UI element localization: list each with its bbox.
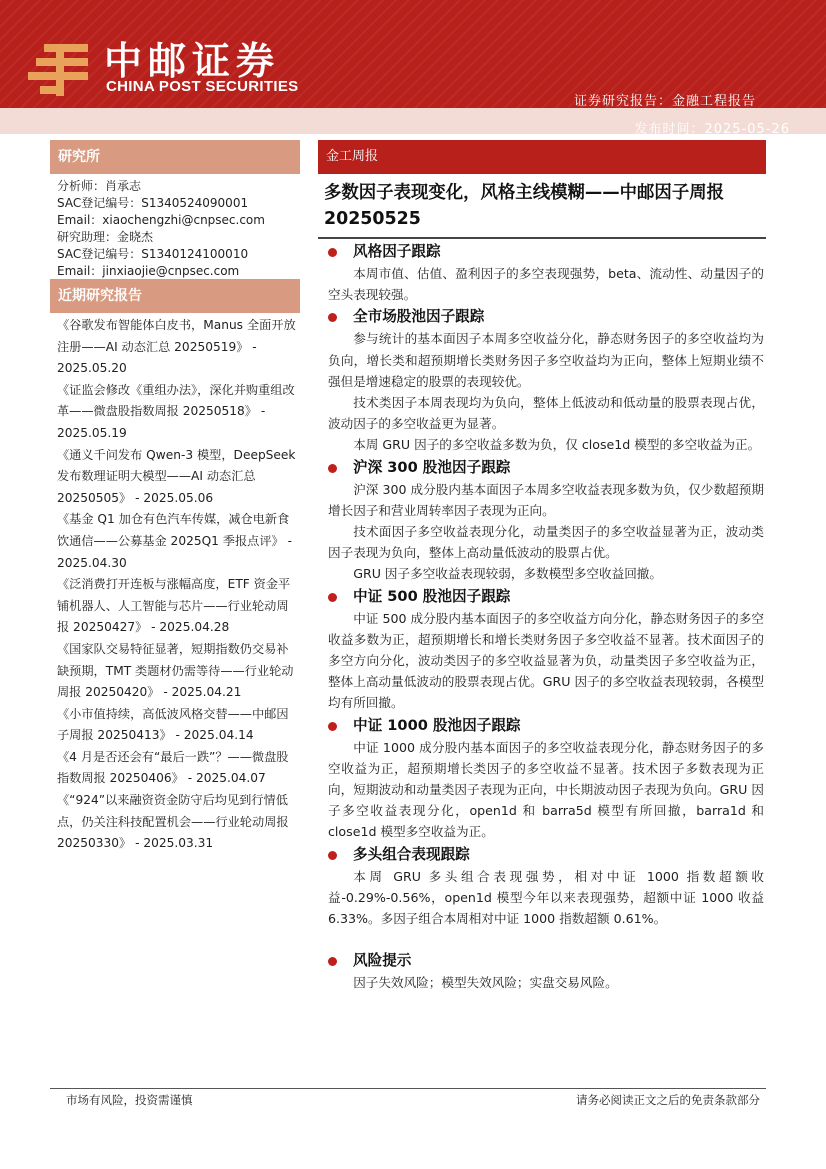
analyst-email[interactable]: Email：xiaochengzhi@cnpsec.com	[57, 213, 265, 227]
analyst-sac: SAC登记编号：S1340524090001	[57, 196, 249, 210]
logo-english-name: CHINA POST SECURITIES	[106, 78, 299, 95]
bullet-icon	[328, 464, 337, 473]
bullet-icon	[328, 248, 337, 257]
section-paragraph: GRU 因子多空收益表现较弱，多数模型多空收益回撤。	[353, 566, 662, 582]
recent-report-item[interactable]: 《通义千问发布 Qwen-3 模型，DeepSeek 发布数理证明大模型——AI 动态汇总 20250505》 - 2025.05.06	[57, 447, 296, 505]
recent-reports-heading: 近期研究报告	[50, 279, 300, 313]
section-heading-text: 风险提示	[353, 952, 412, 970]
bullet-icon	[328, 313, 337, 322]
recent-report-item[interactable]: 《谷歌发布智能体白皮书，Manus 全面开放注册——AI 动态汇总 20250519》 - 2025.05.20	[57, 318, 296, 376]
section-paragraph: 参与统计的基本面因子本周多空收益分化，静态财务因子的多空收益均为负向，增长类和超预期增长类财务因子多空收益均为正向，整体上短期业绩不强但是增速稳定的股票的表现较优。	[328, 331, 764, 389]
section-heading-market	[324, 306, 764, 328]
recent-report-item[interactable]: 《小市值持续，高低波风格交替——中邮因子周报 20250413》 - 2025.04.14	[57, 706, 289, 743]
bullet-icon	[328, 593, 337, 602]
page-title: 多数因子表现变化，风格主线模糊——中邮因子周报 20250525	[324, 183, 724, 229]
assistant-email[interactable]: Email：jinxiaojie@cnpsec.com	[57, 264, 240, 278]
bullet-icon	[328, 851, 337, 860]
section-heading-risk	[324, 950, 764, 972]
section-paragraph: 中证 500 成分股内基本面因子的多空收益方向分化，静态财务因子的多空收益多数为正，超预期增长和增长类财务因子多空收益不显著。技术面因子的多空方向分化，波动类因子的多空收益显著为负，动量类因子多空收益为正，整体上高动量低波动的股票表现占优。GRU 因子的多空收益表现较弱，各模型均有所回撤。	[328, 610, 764, 711]
section-heading-text: 风格因子跟踪	[353, 243, 441, 260]
section-heading-text: 中证 1000 股池因子跟踪	[353, 716, 521, 734]
assistant-sac: SAC登记编号：S1340124100010	[57, 247, 249, 261]
section-paragraph: 本周市值、估值、盈利因子的多空表现强势，beta、流动性、动量因子的空头表现较强。	[328, 266, 764, 303]
risk-text: 因子失效风险；模型失效风险；实盘交易风险。	[353, 975, 618, 991]
section-heading-hs300	[324, 457, 764, 479]
publish-time: 发布时间：2025-05-26	[634, 122, 790, 134]
section-heading-long-portfolio	[324, 844, 764, 866]
recent-report-item[interactable]: 《“924”以来融资资金防守后均见到行情低点，仍关注科技配置机会——行业轮动周报 20250330》 - 2025.03.31	[57, 793, 289, 851]
recent-reports-list	[57, 315, 297, 855]
recent-report-item[interactable]: 《基金 Q1 加仓有色汽车传媒，减仓电新食饮通信——公募基金 2025Q1 季报点评》 - 2025.04.30	[57, 512, 293, 570]
footer-divider	[50, 1088, 766, 1089]
title-divider	[318, 237, 766, 239]
analyst-name: 分析师：肖承志	[57, 179, 142, 193]
bullet-icon	[328, 722, 337, 731]
section-paragraph: 技术面因子多空收益表现分化，动量类因子的多空收益显著为正，波动类因子表现为负向，整体上高动量低波动的股票占优。	[328, 524, 764, 561]
section-heading-csi500	[324, 586, 764, 608]
section-paragraph: 本周 GRU 因子的多空收益多数为负，仅 close1d 模型的多空收益为正。	[353, 437, 761, 453]
section-heading-text: 中证 500 股池因子跟踪	[353, 587, 511, 605]
recent-report-item[interactable]: 《证监会修改《重组办法》，深化并购重组改革——微盘股指数周报 20250518》 - 2025.05.19	[57, 382, 295, 440]
footer-right-text: 请务必阅读正文之后的免责条款部分	[576, 1093, 760, 1107]
institute-heading: 研究所	[50, 140, 300, 174]
section-heading-style	[324, 241, 764, 263]
recent-report-item[interactable]: 《国家队交易特征显著，短期指数仍交易补缺预期，TMT 类题材仍需等待——行业轮动周报 20250420》 - 2025.04.21	[57, 641, 294, 700]
logo-chinese-name: 中邮证券	[104, 39, 281, 83]
china-post-logo-icon	[26, 40, 94, 100]
report-tag: 金工周报	[318, 140, 766, 174]
footer-left-text: 市场有风险，投资需谨慎	[66, 1093, 193, 1107]
section-paragraph: 沪深 300 成分股内基本面因子本周多空收益表现多数为负，仅少数超预期增长因子和营业周转率因子表现为正向。	[328, 481, 764, 518]
summary-content	[324, 240, 764, 993]
section-heading-text: 沪深 300 股池因子跟踪	[353, 458, 511, 476]
recent-report-item[interactable]: 《泛消费打开连板与涨幅高度，ETF 资金平铺机器人、人工智能与芯片——行业轮动周报 20250427》 - 2025.04.28	[57, 577, 291, 635]
section-paragraph: 技术类因子本周表现均为负向，整体上低波动和低动量的股票表现占优，波动因子的多空收益更为显著。	[328, 395, 764, 432]
assistant-name: 研究助理：金晓杰	[57, 230, 154, 244]
header-band	[0, 0, 826, 134]
section-paragraph: 本周 GRU 多头组合表现强势，相对中证 1000 指数超额收益-0.29%-0.56%，open1d 模型今年以来表现强势，超额中证 1000 收益 6.33%。多因子组合本周相对中证 1000 指数超额 0.61%。	[328, 868, 764, 927]
bullet-icon	[328, 957, 337, 966]
report-type: 证券研究报告：金融工程报告	[573, 94, 756, 109]
section-heading-text: 多头组合表现跟踪	[353, 845, 470, 863]
section-heading-text: 全市场股池因子跟踪	[353, 308, 485, 326]
recent-report-item[interactable]: 《4 月是否还会有“最后一跌”？——微盘股指数周报 20250406》 - 2025.04.07	[57, 749, 289, 786]
section-paragraph: 中证 1000 成分股内基本面因子的多空收益表现分化，静态财务因子的多空收益为正，超预期增长类因子的多空收益不显著。技术因子多数表现为正向，短期波动和动量类因子表现为正向，中长期波动因子表现为负向。GRU 因子多空收益表现分化，open1d 和 barra5d 模型有所回撤，barra1d 和 close1d 模型多空收益为正。	[328, 739, 764, 840]
section-heading-csi1000	[324, 715, 764, 737]
